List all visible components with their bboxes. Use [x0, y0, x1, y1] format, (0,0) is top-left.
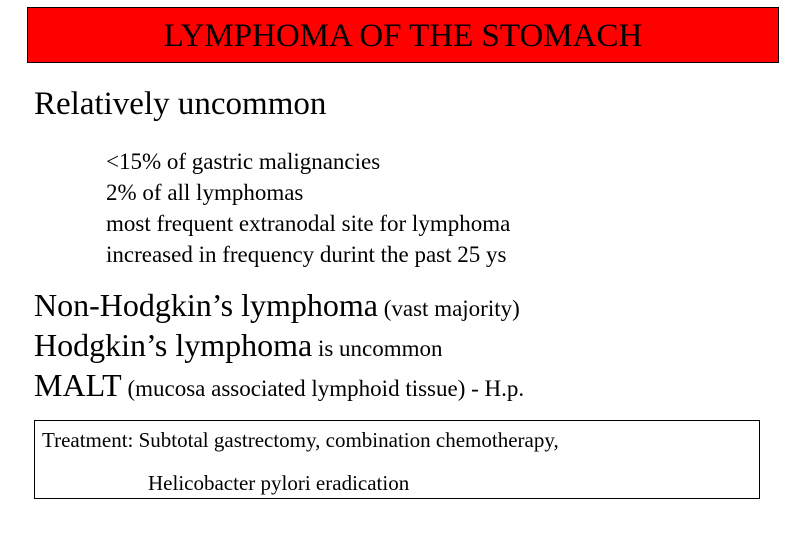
sub-point: 2% of all lymphomas	[106, 180, 304, 205]
lymphoma-type-note: (mucosa associated lymphoid tissue) - H.p.	[121, 376, 525, 401]
sub-point-list	[106, 146, 510, 270]
sub-point: <15% of gastric malignancies	[106, 149, 381, 174]
slide-title: LYMPHOMA OF THE STOMACH	[163, 17, 643, 54]
sub-point: most frequent extranodal site for lymphoma	[106, 211, 511, 236]
lymphoma-type-list	[34, 285, 524, 405]
treatment-text: Treatment: Subtotal gastrectomy, combination chemotherapy,	[42, 428, 559, 452]
treatment-text-continued: Helicobacter pylori eradication	[148, 471, 410, 495]
lymphoma-type-item	[34, 325, 524, 365]
lymphoma-type-item	[34, 285, 524, 325]
treatment-box	[34, 420, 760, 499]
lymphoma-type-name: MALT	[34, 367, 122, 403]
lymphoma-type-note: (vast majority)	[377, 296, 520, 321]
slide-title-banner	[27, 7, 779, 63]
lymphoma-type-note: is uncommon	[312, 336, 443, 361]
main-point: Relatively uncommon	[34, 86, 327, 122]
lymphoma-type-item	[34, 365, 524, 405]
lymphoma-type-name: Hodgkin’s lymphoma	[34, 327, 313, 363]
sub-point: increased in frequency durint the past 25 ys	[106, 242, 507, 267]
lymphoma-type-name: Non-Hodgkin’s lymphoma	[34, 287, 378, 323]
